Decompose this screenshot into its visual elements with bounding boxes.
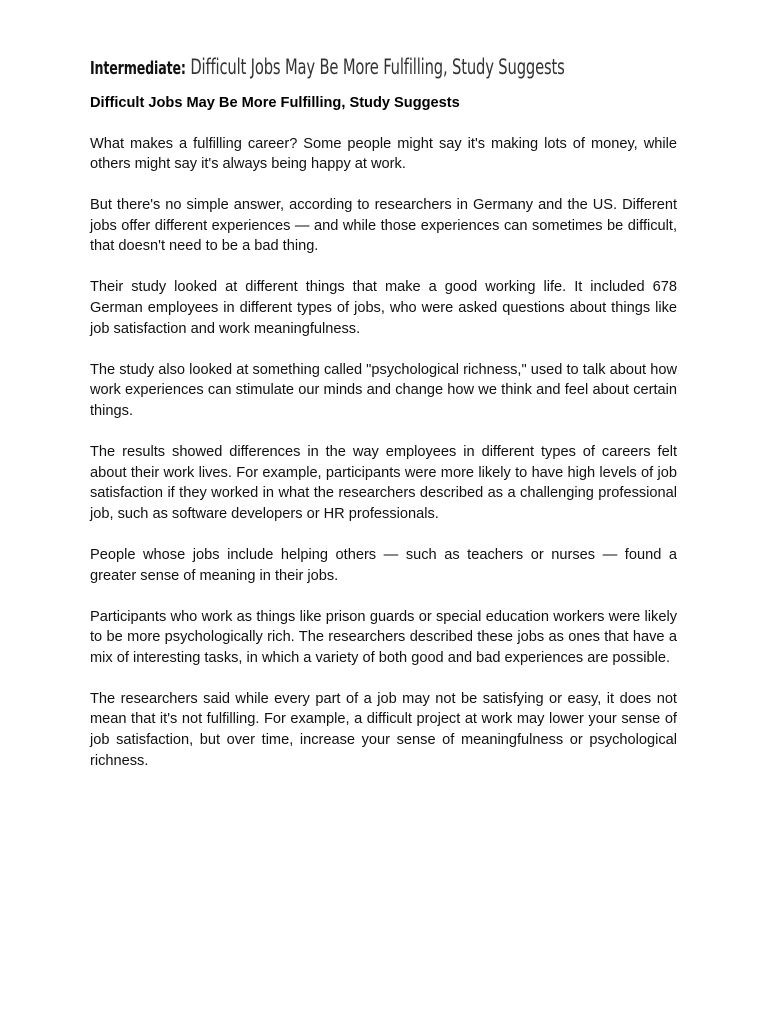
paragraph: The study also looked at something called "psychological richness," used to talk about how work experiences can stimulate our minds and change how we think and feel about certain things. xyxy=(90,361,677,419)
document-page xyxy=(90,46,677,771)
paragraph: Participants who work as things like prison guards or special education workers were likely to be more psychologically rich. The researchers described these jobs as ones that have a mix of interesting tasks, in which a variety of both good and bad experiences are possible. xyxy=(90,608,677,666)
page-title xyxy=(90,46,565,80)
article-title: Difficult Jobs May Be More Fulfilling, Study Suggests xyxy=(185,55,565,79)
paragraph: The results showed differences in the way employees in different types of careers felt about their work lives. For example, participants were more likely to have high levels of job satisfaction if they worked in what the researchers described as a challenging professional job, such as software developers or HR professionals. xyxy=(90,444,677,522)
paragraph: Their study looked at different things that make a good working life. It included 678 German employees in different types of jobs, who were asked questions about things like job satisfaction and work meaningfulness. xyxy=(90,279,677,337)
article-subtitle: Difficult Jobs May Be More Fulfilling, Study Suggests xyxy=(90,95,460,111)
paragraph: People whose jobs include helping others — such as teachers or nurses — found a greater sense of meaning in their jobs. xyxy=(90,546,677,584)
paragraph: The researchers said while every part of a job may not be satisfying or easy, it does not mean that it's not fulfilling. For example, a difficult project at work may lower your sense of job satisfaction, but over time, increase your sense of meaningfulness or psychological richness. xyxy=(90,690,677,769)
paragraph: What makes a fulfilling career? Some people might say it's making lots of money, while others might say it's always being happy at work. xyxy=(90,135,677,173)
level-label: Intermediate: xyxy=(90,58,186,79)
article-body xyxy=(90,134,677,772)
paragraph: But there's no simple answer, according to researchers in Germany and the US. Different jobs offer different experiences — and while those experiences can sometimes be difficult, that doesn't need to be a bad thing. xyxy=(90,197,677,255)
